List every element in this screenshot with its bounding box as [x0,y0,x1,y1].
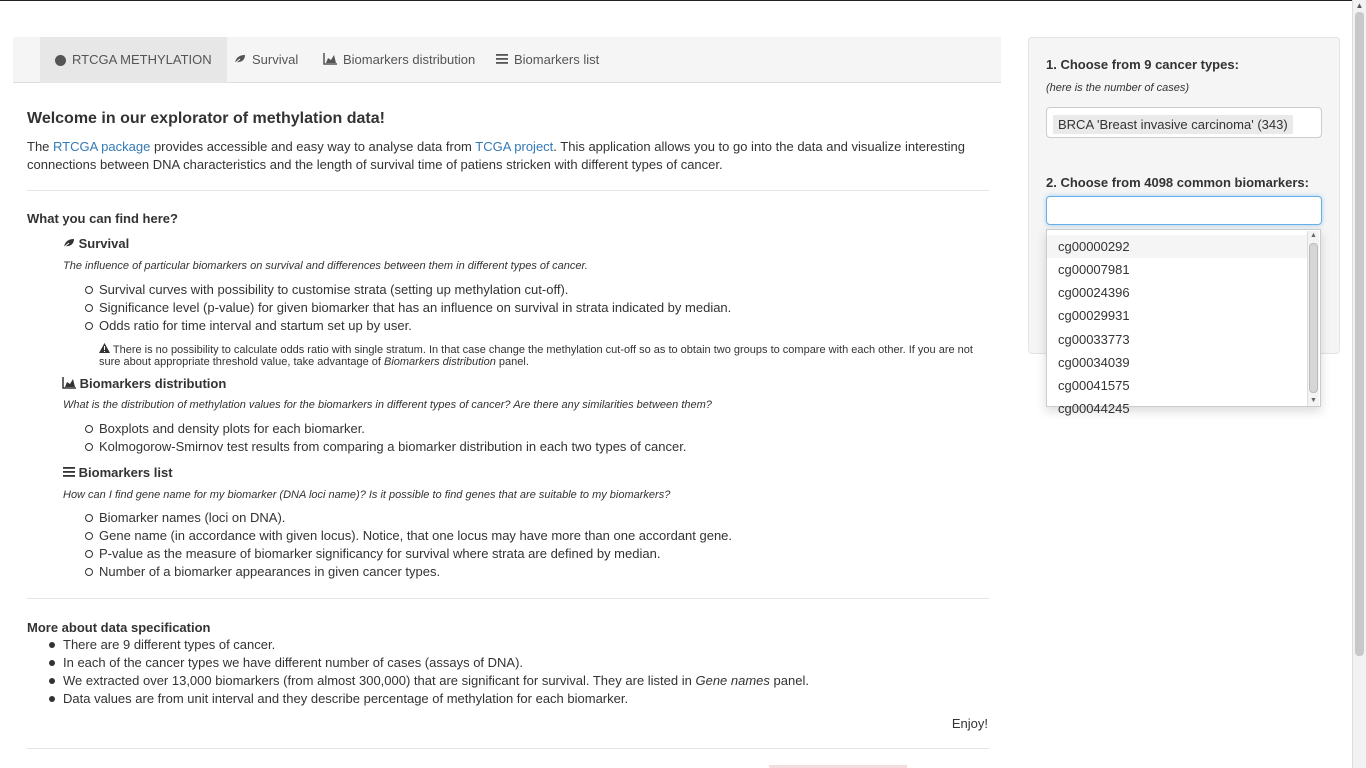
distribution-description: What is the distribution of methylation values for the biomarkers in different types of cancer? Are there any similarities between them? [63,399,712,411]
scrollbar-thumb[interactable] [1309,243,1318,393]
dropdown-option[interactable]: cg00029931 [1058,308,1130,323]
leaf-icon [63,236,75,251]
list-item: Significance level (p-value) for given biomarker that has an influence on survival in strata indicated by median. [85,299,731,317]
biomarkers-list-features [85,509,732,581]
list-description: How can I find gene name for my biomarker (DNA loci name)? Is it possible to find genes that are suitable to my biomarkers? [63,489,671,501]
rtcga-package-link[interactable]: RTCGA package [53,139,151,154]
area-chart-icon [63,376,76,391]
biomarker-dropdown[interactable] [1046,229,1321,416]
list-item: Biomarker names (loci on DNA). [85,509,732,527]
list-item: Gene name (in accordance with given locus). Notice, that one locus may have more than one accordant gene. [85,527,732,545]
list-item: Kolmogorow-Smirnov test results from comparing a biomarker distribution in each two types of cancer. [85,438,686,456]
dropdown-option[interactable]: cg00041575 [1058,378,1130,393]
spec-list [49,636,809,708]
list-item: There are 9 different types of cancer. [49,636,809,654]
list-item: Boxplots and density plots for each biomarker. [85,420,686,438]
enjoy-text: Enjoy! [951,716,988,731]
list-item: We extracted over 13,000 biomarkers (from almost 300,000) that are significant for survival. They are listed in Gene names panel. [49,672,809,690]
survival-list [85,281,731,335]
list-item: Odds ratio for time interval and startum set up by user. [85,317,731,335]
list-icon [63,465,75,480]
list-heading: Biomarkers list [63,465,173,480]
divider [27,598,989,599]
dropdown-scrollbar[interactable] [1307,231,1319,406]
list-item: In each of the cancer types we have different number of cases (assays of DNA). [49,654,809,672]
divider [27,190,989,191]
survival-heading: Survival [63,236,129,251]
find-heading: What you can find here? [27,211,178,226]
cancer-type-label: 1. Choose from 9 cancer types: [1046,57,1239,72]
divider [27,748,989,749]
dropdown-option[interactable]: cg00000292 [1047,235,1308,258]
list-item: P-value as the measure of biomarker significancy for survival where strata are defined by median. [85,545,732,563]
odds-ratio-note: There is no possibility to calculate odds ratio with single stratum. In that case change the methylation cut-off so as to obtain two groups to compare with each other. If you are not sure about appropriate threshold value, take advantage of Biomarkers distribution panel. [99,344,973,368]
list-icon [496,38,508,84]
tab-rtcga-methylation[interactable]: i RTCGA METHYLATION [40,37,227,83]
scroll-down-arrow-icon[interactable]: ▼ [1310,397,1317,404]
survival-description: The influence of particular biomarkers on survival and differences between them in different types of cancer. [63,260,588,272]
scroll-up-arrow-icon[interactable]: ▲ [1310,232,1317,239]
biomarker-input[interactable] [1046,196,1322,225]
leaf-icon [234,38,246,84]
scroll-up-arrow-icon[interactable]: ▲ [1355,1,1364,10]
warning-icon [99,344,110,356]
cancer-type-hint: (here is the number of cases) [1046,82,1190,94]
dropdown-option[interactable]: cg00044245 [1058,401,1130,416]
biomarker-label: 2. Choose from 4098 common biomarkers: [1046,175,1309,190]
list-item: Data values are from unit interval and they describe percentage of methylation for each biomarker. [49,690,809,708]
page-title: Welcome in our explorator of methylation data! [27,110,385,127]
scrollbar-thumb[interactable] [1355,12,1364,656]
tab-biomarkers-distribution[interactable]: Biomarkers distribution [309,37,490,83]
cancer-type-select[interactable] [1046,107,1322,138]
selected-cancer-chip[interactable]: BRCA 'Breast invasive carcinoma' (343) [1053,115,1293,134]
distribution-heading: Biomarkers distribution [63,376,226,391]
spec-heading: More about data specification [27,620,211,635]
dropdown-option[interactable]: cg00007981 [1058,262,1130,277]
dropdown-option[interactable]: cg00034039 [1058,355,1130,370]
area-chart-icon [324,38,337,84]
intro-paragraph: The RTCGA package provides accessible and easy way to analyse data from TCGA project. This application allows you to go into the data and visualize interesting connections between DNA characteristics and the length of survival time of patiens stricken with different types of cancer. [27,139,965,172]
window-top-border [0,0,1352,1]
distribution-list [85,420,686,456]
tcga-project-link[interactable]: TCGA project [475,139,554,154]
dropdown-option[interactable]: cg00024396 [1058,285,1130,300]
page-scrollbar[interactable] [1352,0,1366,768]
tab-survival[interactable]: Survival [219,37,313,83]
info-icon: i [55,55,66,66]
list-item: Number of a biomarker appearances in given cancer types. [85,563,732,581]
dropdown-option[interactable]: cg00033773 [1058,332,1130,347]
tab-biomarkers-list[interactable]: Biomarkers list [481,37,614,83]
tab-bar [13,37,1001,83]
list-item: Survival curves with possibility to customise strata (setting up methylation cut-off). [85,281,731,299]
